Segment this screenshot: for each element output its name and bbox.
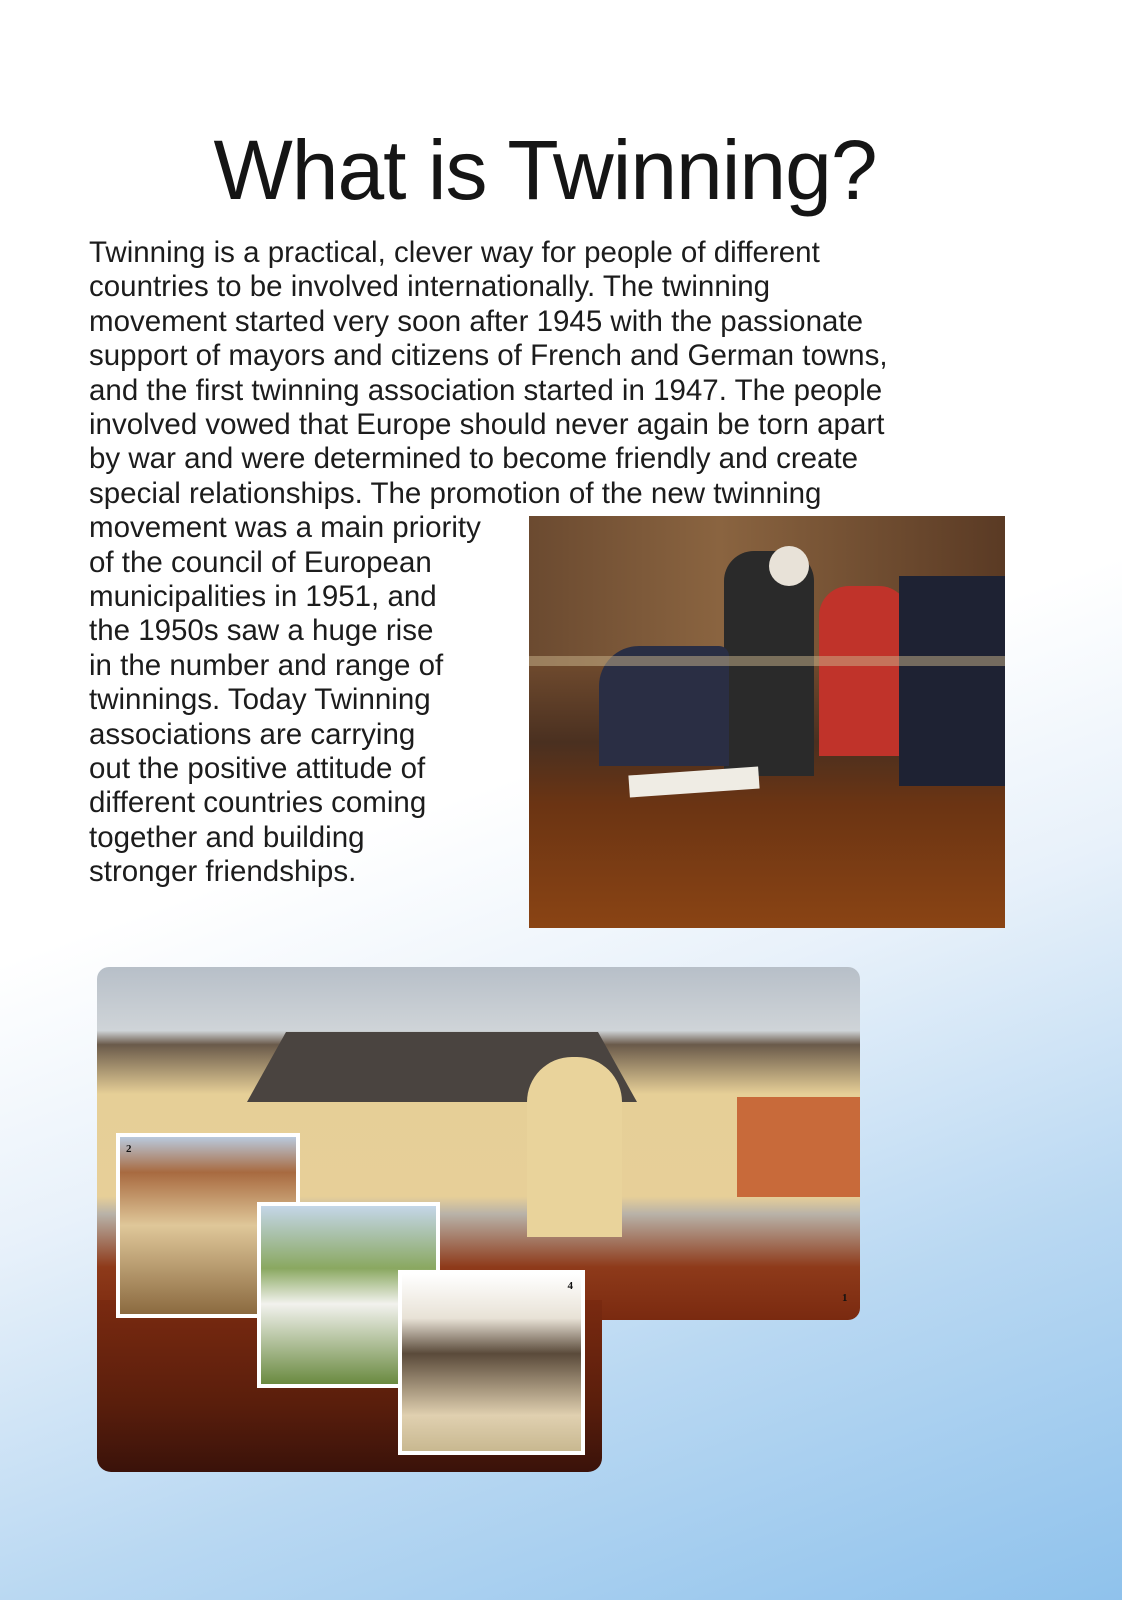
photo-number: 4 xyxy=(567,1280,573,1292)
body-text-line: and the first twinning association started in 1947. The people xyxy=(89,373,883,407)
body-text-line: municipalities in 1951, and xyxy=(89,580,437,613)
photo-inset-shop-street xyxy=(398,1270,585,1455)
body-text-line: by war and were determined to become friendly and create xyxy=(89,442,859,476)
photo-twinning-signing-ceremony xyxy=(529,516,1005,928)
body-text-line: associations are carrying xyxy=(89,717,416,751)
body-text-line: movement was a main priority xyxy=(89,511,481,545)
body-text-line: in the number and range of xyxy=(89,648,444,682)
body-text-line: together and building xyxy=(89,820,365,854)
body-text-line: Twinning is a practical, clever way for people of different xyxy=(89,236,820,269)
body-text-line: out the positive attitude of xyxy=(89,752,426,785)
body-text-line: stronger friendships. xyxy=(89,855,357,889)
body-text-line: the 1950s saw a huge rise xyxy=(89,614,434,648)
body-text-line: support of mayors and citizens of French and German towns, xyxy=(89,339,888,373)
body-text-line: involved vowed that Europe should never again be torn apart xyxy=(89,408,885,441)
photo-number: 2 xyxy=(126,1143,132,1155)
body-text-line: twinnings. Today Twinning xyxy=(89,683,431,717)
body-text-line: movement started very soon after 1945 with the passionate xyxy=(89,304,863,338)
body-text-line: of the council of European xyxy=(89,545,432,579)
body-text-line: different countries coming xyxy=(89,786,427,820)
body-text-line: countries to be involved internationally. The twinning xyxy=(89,270,771,304)
page-title: What is Twinning? xyxy=(213,123,877,217)
body-text-line: special relationships. The promotion of the new twinning xyxy=(89,476,822,510)
photo-number: 1 xyxy=(842,1292,848,1304)
